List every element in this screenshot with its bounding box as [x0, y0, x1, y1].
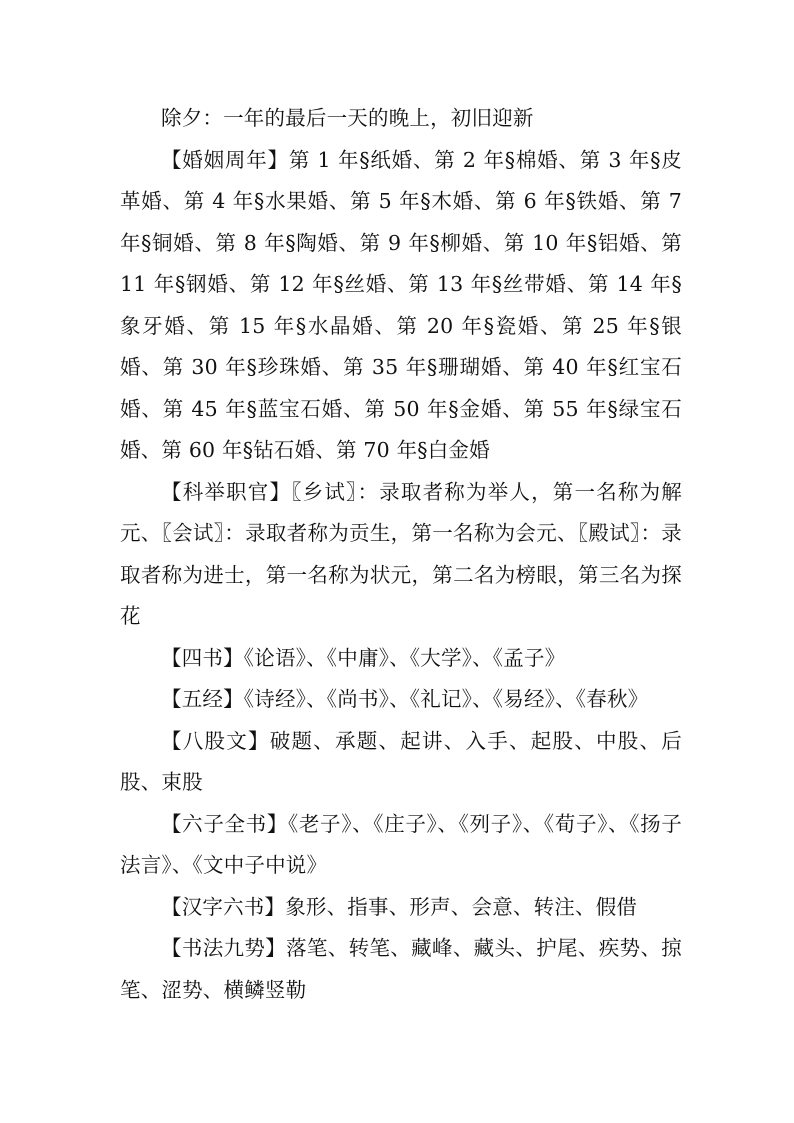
- paragraph-six-scripts: 【汉字六书】象形、指事、形声、会意、转注、假借: [161, 894, 638, 919]
- paragraph-four-books: 【四书】《论语》、《中庸》、《大学》、《孟子》: [161, 645, 566, 670]
- paragraph-eight-legged-essay: 【八股文】破题、承题、起讲、入手、起股、中股、后股、束股: [120, 728, 682, 794]
- document-body: [120, 98, 682, 1011]
- paragraph-chuxi: 除夕：一年的最后一天的晚上，初旧迎新: [161, 106, 534, 130]
- paragraph-five-classics: 【五经】《诗经》、《尚书》、《礼记》、《易经》、《春秋》: [161, 687, 649, 711]
- paragraph-calligraphy-nine-forces: 【书法九势】落笔、转笔、藏峰、藏头、护尾、疾势、掠笔、涩势、横鳞竖勒: [120, 936, 682, 1002]
- paragraph-imperial-exams: 【科举职官】〖乡试〗：录取者称为举人，第一名称为解元、〖会试〗：录取者称为贡生，第一名称为会元、〖殿试〗：录取者称为进士，第一名称为状元，第二名为榜眼，第三名为探花: [120, 479, 682, 628]
- paragraph-six-masters: 【六子全书】《老子》、《庄子》、《列子》、《荀子》、《扬子法言》、《文中子中说》: [120, 811, 682, 877]
- paragraph-marriage-anniversaries: 【婚姻周年】第 1 年§纸婚、第 2 年§棉婚、第 3 年§皮革婚、第 4 年§水果婚、第 5 年§木婚、第 6 年§铁婚、第 7 年§铜婚、第 8 年§陶婚、第 9 年§柳婚、第 10 年§铝婚、第 11 年§钢婚、第 12 年§丝婚、第 13 年§丝带婚、第 14 年§象牙婚、第 15 年§水晶婚、第 20 年§瓷婚、第 25 年§银婚、第 30 年§珍珠婚、第 35 年§珊瑚婚、第 40 年§红宝石婚、第 45 年§蓝宝石婚、第 50 年§金婚、第 55 年§绿宝石婚、第 60 年§钻石婚、第 70 年§白金婚: [120, 147, 682, 462]
